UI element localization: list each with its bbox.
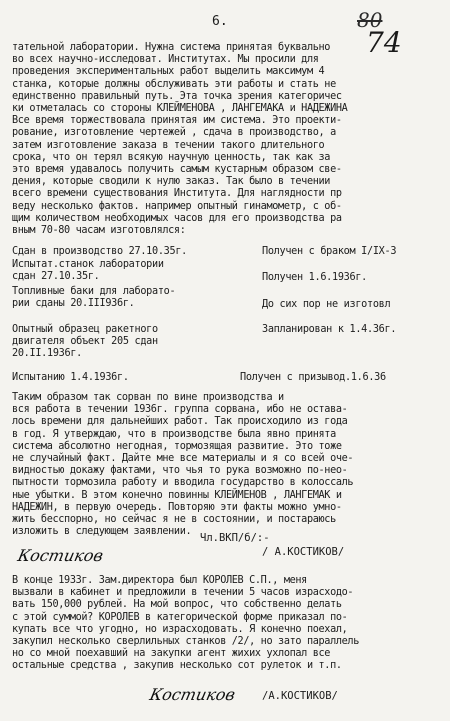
handwritten-signature-1: Костиков	[15, 546, 105, 565]
fact-2-right: Получен 1.6.1936г.	[262, 272, 368, 283]
fact-4-right: Запланирован к 1.4.36г.	[262, 324, 397, 335]
page-number: 6.	[212, 14, 228, 29]
fact-2-left: Испытат.станок лаборатории сдан 27.10.35г.	[12, 259, 164, 282]
paragraph-1: тательной лаборатории. Нужна система принятая буквально во всех научно-исследоват. Институтах. Мы просили для проведения экспериментальных работ выделить максимум 4 станка, которые должны обслуживать эти работы и стать не единственно правильный путь. Эта точка зрения категоричес ки отметалась со стороны КЛЕЙМЕНОВА , ЛАНГЕМАКА и НАДЕЖИНА Все время торжествовала принятая им система. Это проекти- рование, изготовление чертежей , сдача в производство, а затем изготовление заказа в течении такого длительного срока, что он терял всякую научную ценность, так как за это время удавалось получить самым кустарным образом све- дения, которые сводили к нулю заказ. Так было в течении всего времени существования Института. Для наглядности пр веду несколько фактов. например опытный гинамометр, с об- щим количеством необходимых часов для его производства ра вным 70-80 часам изготовлялся:	[12, 42, 348, 237]
fact-5-left: Испытанию 1.4.1936г.	[12, 372, 129, 383]
fact-5-right: Получен с призывод.1.6.36	[240, 372, 386, 383]
fact-3-left: Топливные баки для лаборато- рии сданы 20.III936г.	[12, 286, 176, 309]
fact-4-left: Опытный образец ракетного двигателя объект 205 сдан 20.II.1936г.	[12, 324, 158, 359]
folio-number: 74	[366, 26, 402, 59]
fact-1-left: Сдан в производство 27.10.35г.	[12, 246, 188, 257]
handwritten-signature-2: Костиков	[147, 685, 237, 704]
signatory-name-1: / А.КОСТИКОВ/	[262, 546, 345, 558]
paragraph-2: Таким образом так сорван по вине производства и вся работа в течении 1936г. группа сорвана, ибо не остава- лось времени для дальнейших работ. Так происходило из года в год. Я утверждаю, что в производстве была явно принята система абсолютно негодная, тормозящая развитие. Это тоже не случайный факт. Дайте мне все материалы и я со всей оче- видностью докажу фактами, что чья то рука возможно по-нео- пытности тормозила работу и вводила государство в колоссаль ные убытки. В этом конечно повинны КЛЕЙМЕНОВ , ЛАНГЕМАК и НАДЕЖИН, в первую очередь. Повторяю эти факты можно умно- жить бесспорно, но сейчас я не в состоянии, и постараюсь изложить в следующем заявлении.	[12, 392, 354, 538]
signatory-name-2: /А.КОСТИКОВ/	[262, 690, 338, 702]
fact-3-right: До сих пор не изготовл	[262, 299, 391, 310]
archive-number: 80	[357, 8, 383, 32]
paragraph-3: В конце 1933г. Зам.директора был КОРОЛЕВ С.П., меня вызвали в кабинет и предложили в течении 5 часов израсходо- вать 150,000 рублей. На мой вопрос, что собственно делать с этой суммой? КОРОЛЕВ в категорической форме приказал по- купать все что угодно, но израсходовать. Я конечно поехал, закупил несколько сверлильных станков /2/, но зато параллель но со мной поехавший на закупки агент жихих ухлопал все остальные средства , закупив несколько сот рулеток и т.п.	[12, 575, 360, 672]
fact-1-right: Получен с браком I/IX-3	[262, 246, 397, 257]
party-label: Чл.ВКП/б/:-	[200, 532, 270, 544]
